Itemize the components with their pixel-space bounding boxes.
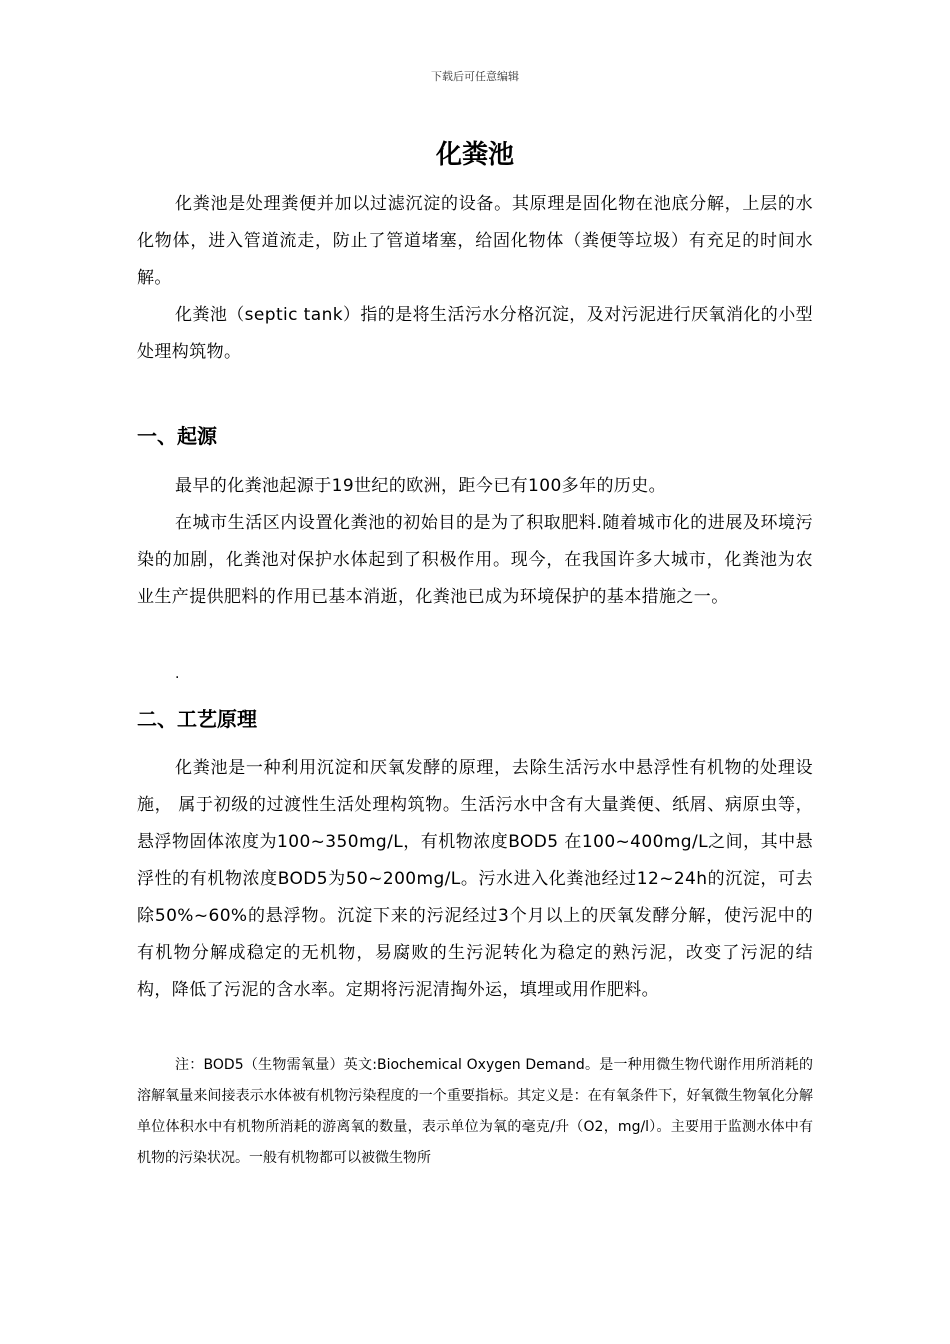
header-note: 下载后可任意编辑 (431, 70, 519, 83)
stray-dot: . (175, 666, 180, 682)
origin-section (137, 421, 813, 451)
origin-body (137, 468, 813, 616)
document-title: 化粪池 (435, 140, 514, 170)
process-body (137, 750, 813, 1009)
bod5-note: 注：BOD5（生物需氧量）英文:Biochemical Oxygen Demand。是一种用微生物代谢作用所消耗的溶解氧量来间接表示水体被有机物污染程度的一个重要指标。其定义是：在有氧条件下，好氧微生物氧化分解单位体积水中有机物所消耗的游离氧的数量，表示单位为氧的毫克/升（O2，mg/l）。主要用于监测水体中有机物的污染状况。一般有机物都可以被微生物所 (137, 1057, 813, 1166)
origin-dot (137, 664, 813, 684)
intro-paragraph-2: 化粪池（septic tank）指的是将生活污水分格沉淀，及对污泥进行厌氧消化的小型处理构筑物。 (137, 305, 813, 362)
intro-section (137, 186, 813, 371)
process-section (137, 704, 813, 734)
section-heading-origin: 一、起源 (137, 424, 217, 448)
process-paragraph-1: 化粪池是一种利用沉淀和厌氧发酵的原理，去除生活污水中悬浮性有机物的处理设施， 属于初级的过渡性生活处理构筑物。生活污水中含有大量粪便、纸屑、病原虫等，悬浮物固体浓度为100~350mg/L，有机物浓度BOD5 在100~400mg/L之间，其中悬浮性的有机物浓度BOD5为50~200mg/L。污水进入化粪池经过12~24h的沉淀，可去除50%~60%的悬浮物。沉淀下来的污泥经过3个月以上的厌氧发酵分解，使污泥中的有机物分解成稳定的无机物，易腐败的生污泥转化为稳定的熟污泥，改变了污泥的结构，降低了污泥的含水率。定期将污泥清掏外运，填埋或用作肥料。 (137, 758, 813, 1000)
origin-paragraph-2: 在城市生活区内设置化粪池的初始目的是为了积取肥料.随着城市化的进展及环境污染的加剧，化粪池对保护水体起到了积极作用。现今，在我国许多大城市，化粪池为农业生产提供肥料的作用已基本消逝，化粪池已成为环境保护的基本措施之一。 (137, 513, 813, 607)
section-heading-process: 二、工艺原理 (137, 707, 257, 731)
note-block (137, 1050, 813, 1174)
intro-paragraph-1: 化粪池是处理粪便并加以过滤沉淀的设备。其原理是固化物在池底分解，上层的水化物体，进入管道流走，防止了管道堵塞，给固化物体（粪便等垃圾）有充足的时间水解。 (137, 194, 813, 288)
origin-paragraph-1: 最早的化粪池起源于19世纪的欧洲，距今已有100多年的历史。 (175, 476, 667, 496)
